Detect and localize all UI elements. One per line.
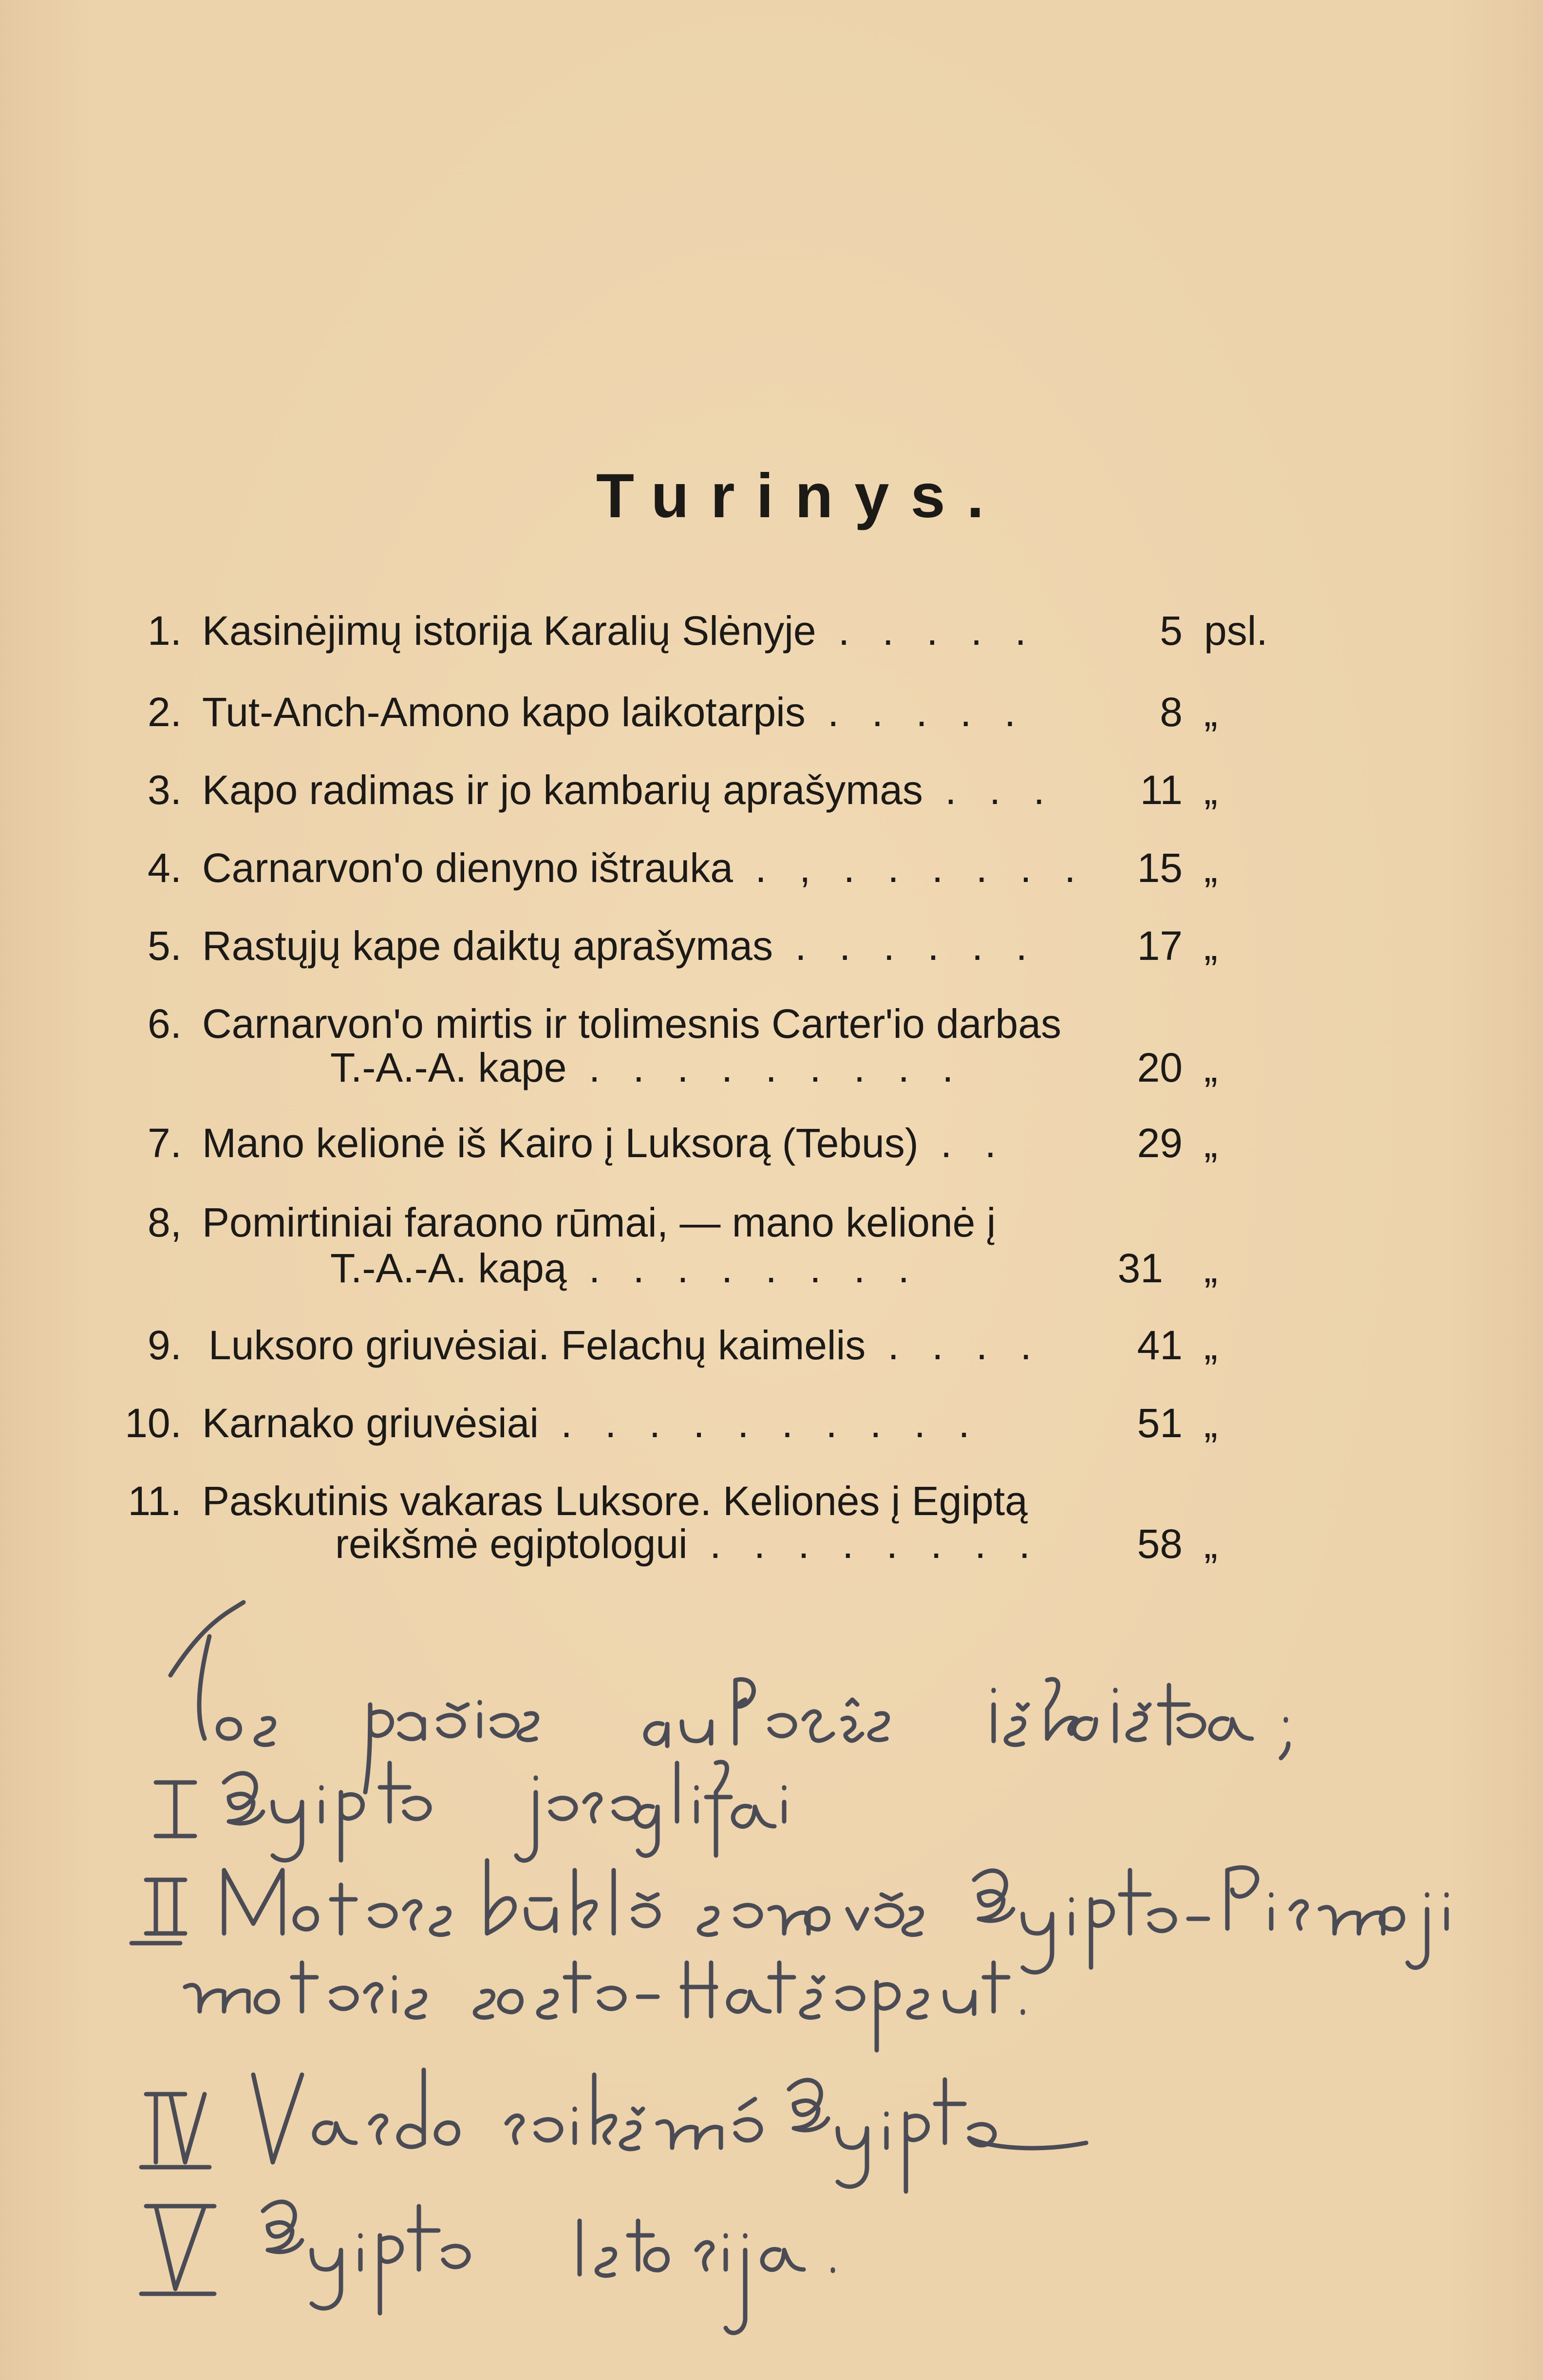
- toc-entry-number: 3.: [147, 767, 182, 813]
- toc-entry-title-cont: T.-A.-A. kapą: [330, 1245, 567, 1291]
- handwritten-note: [0, 1558, 1543, 2380]
- toc-entry-unit: „: [1204, 1045, 1218, 1090]
- toc-leader-dots: . . .: [922, 767, 1055, 813]
- toc-entry-page: 29: [1137, 1120, 1183, 1166]
- toc-leader-dots: . .: [918, 1120, 1007, 1166]
- toc-entry-number: 1.: [147, 608, 182, 654]
- toc-leader-dots: . . . . . .: [772, 923, 1038, 969]
- toc-entry-unit: „: [1204, 767, 1218, 813]
- page-title: Turinys.: [596, 461, 1006, 531]
- toc-leader-dots: . . . .: [866, 1322, 1042, 1368]
- toc-entry-unit: „: [1204, 1322, 1218, 1368]
- toc-entry-number: 9.: [147, 1322, 182, 1368]
- toc-entry-title: Luksoro griuvėsiai. Felachų kaimelis: [208, 1322, 866, 1368]
- toc-entry-number: 11.: [128, 1478, 182, 1524]
- toc-entry-title: Kapo radimas ir jo kambarių aprašymas: [202, 767, 923, 813]
- toc-entry-unit: „: [1204, 1120, 1218, 1166]
- toc-entry-title: Carnarvon'o dienyno ištrauka: [202, 845, 733, 891]
- toc-leader-dots: . . . . . . . . . .: [539, 1400, 980, 1446]
- toc-entry-unit: „: [1204, 1245, 1218, 1291]
- toc-entry-number: 5.: [147, 923, 182, 969]
- toc-entry-title: Karnako griuvėsiai: [202, 1400, 539, 1446]
- toc-leader-dots: . , . . . . . .: [733, 845, 1087, 891]
- toc-entry-title: Mano kelionė iš Kairo į Luksorą (Tebus): [202, 1120, 919, 1166]
- toc-entry-number: 7.: [147, 1120, 182, 1166]
- toc-entry-page: 31: [1117, 1245, 1163, 1291]
- toc-entry-number: 8,: [147, 1199, 182, 1245]
- toc-entry-unit: „: [1204, 1400, 1218, 1446]
- toc-leader-dots: . . . . .: [816, 608, 1037, 654]
- toc-entry-page: 58: [1137, 1521, 1183, 1567]
- toc-entry-title: Paskutinis vakaras Luksore. Kelionės į Egiptą: [202, 1478, 1028, 1524]
- toc-leader-dots: . . . . .: [805, 689, 1027, 735]
- toc-entry-title: Carnarvon'o mirtis ir tolimesnis Carter'io darbas: [202, 1001, 1061, 1047]
- toc-entry-page: 8: [1160, 689, 1183, 735]
- toc-entry-title: Rastųjų kape daiktų aprašymas: [202, 923, 773, 969]
- toc-entry-unit: „: [1204, 845, 1218, 891]
- toc-entry-title: Tut-Anch-Amono kapo laikotarpis: [202, 689, 806, 735]
- toc-entry-number: 4.: [147, 845, 182, 891]
- toc-entry-unit: „: [1204, 923, 1218, 969]
- toc-entry-number: 2.: [147, 689, 182, 735]
- toc-leader-dots: . . . . . . . .: [687, 1521, 1041, 1567]
- toc-entry-page: 17: [1137, 923, 1183, 969]
- toc-entry-title: Pomirtiniai faraono rūmai, — mano kelionė į: [202, 1199, 996, 1245]
- toc-entry-page: 11: [1140, 767, 1183, 813]
- toc-entry-page: 20: [1137, 1045, 1183, 1090]
- toc-entry-number: 10.: [125, 1400, 182, 1446]
- toc-entry-unit: „: [1204, 1521, 1218, 1567]
- toc-leader-dots: . . . . . . . . .: [566, 1045, 964, 1090]
- toc-leader-dots: . . . . . . . .: [566, 1245, 920, 1291]
- toc-entry-page: 15: [1137, 845, 1183, 891]
- toc-entry-page: 5: [1160, 608, 1183, 654]
- toc-entry-number: 6.: [147, 1001, 182, 1047]
- toc-entry-title: Kasinėjimų istorija Karalių Slėnyje: [202, 608, 816, 654]
- toc-entry-title-cont: T.-A.-A. kape: [330, 1045, 567, 1090]
- toc-entry-unit: psl.: [1204, 608, 1268, 654]
- toc-entry-page: 41: [1137, 1322, 1183, 1368]
- toc-entry-page: 51: [1137, 1400, 1183, 1446]
- toc-entry-title-cont: reikšmė egiptologui: [335, 1521, 688, 1567]
- toc-entry-unit: „: [1204, 689, 1218, 735]
